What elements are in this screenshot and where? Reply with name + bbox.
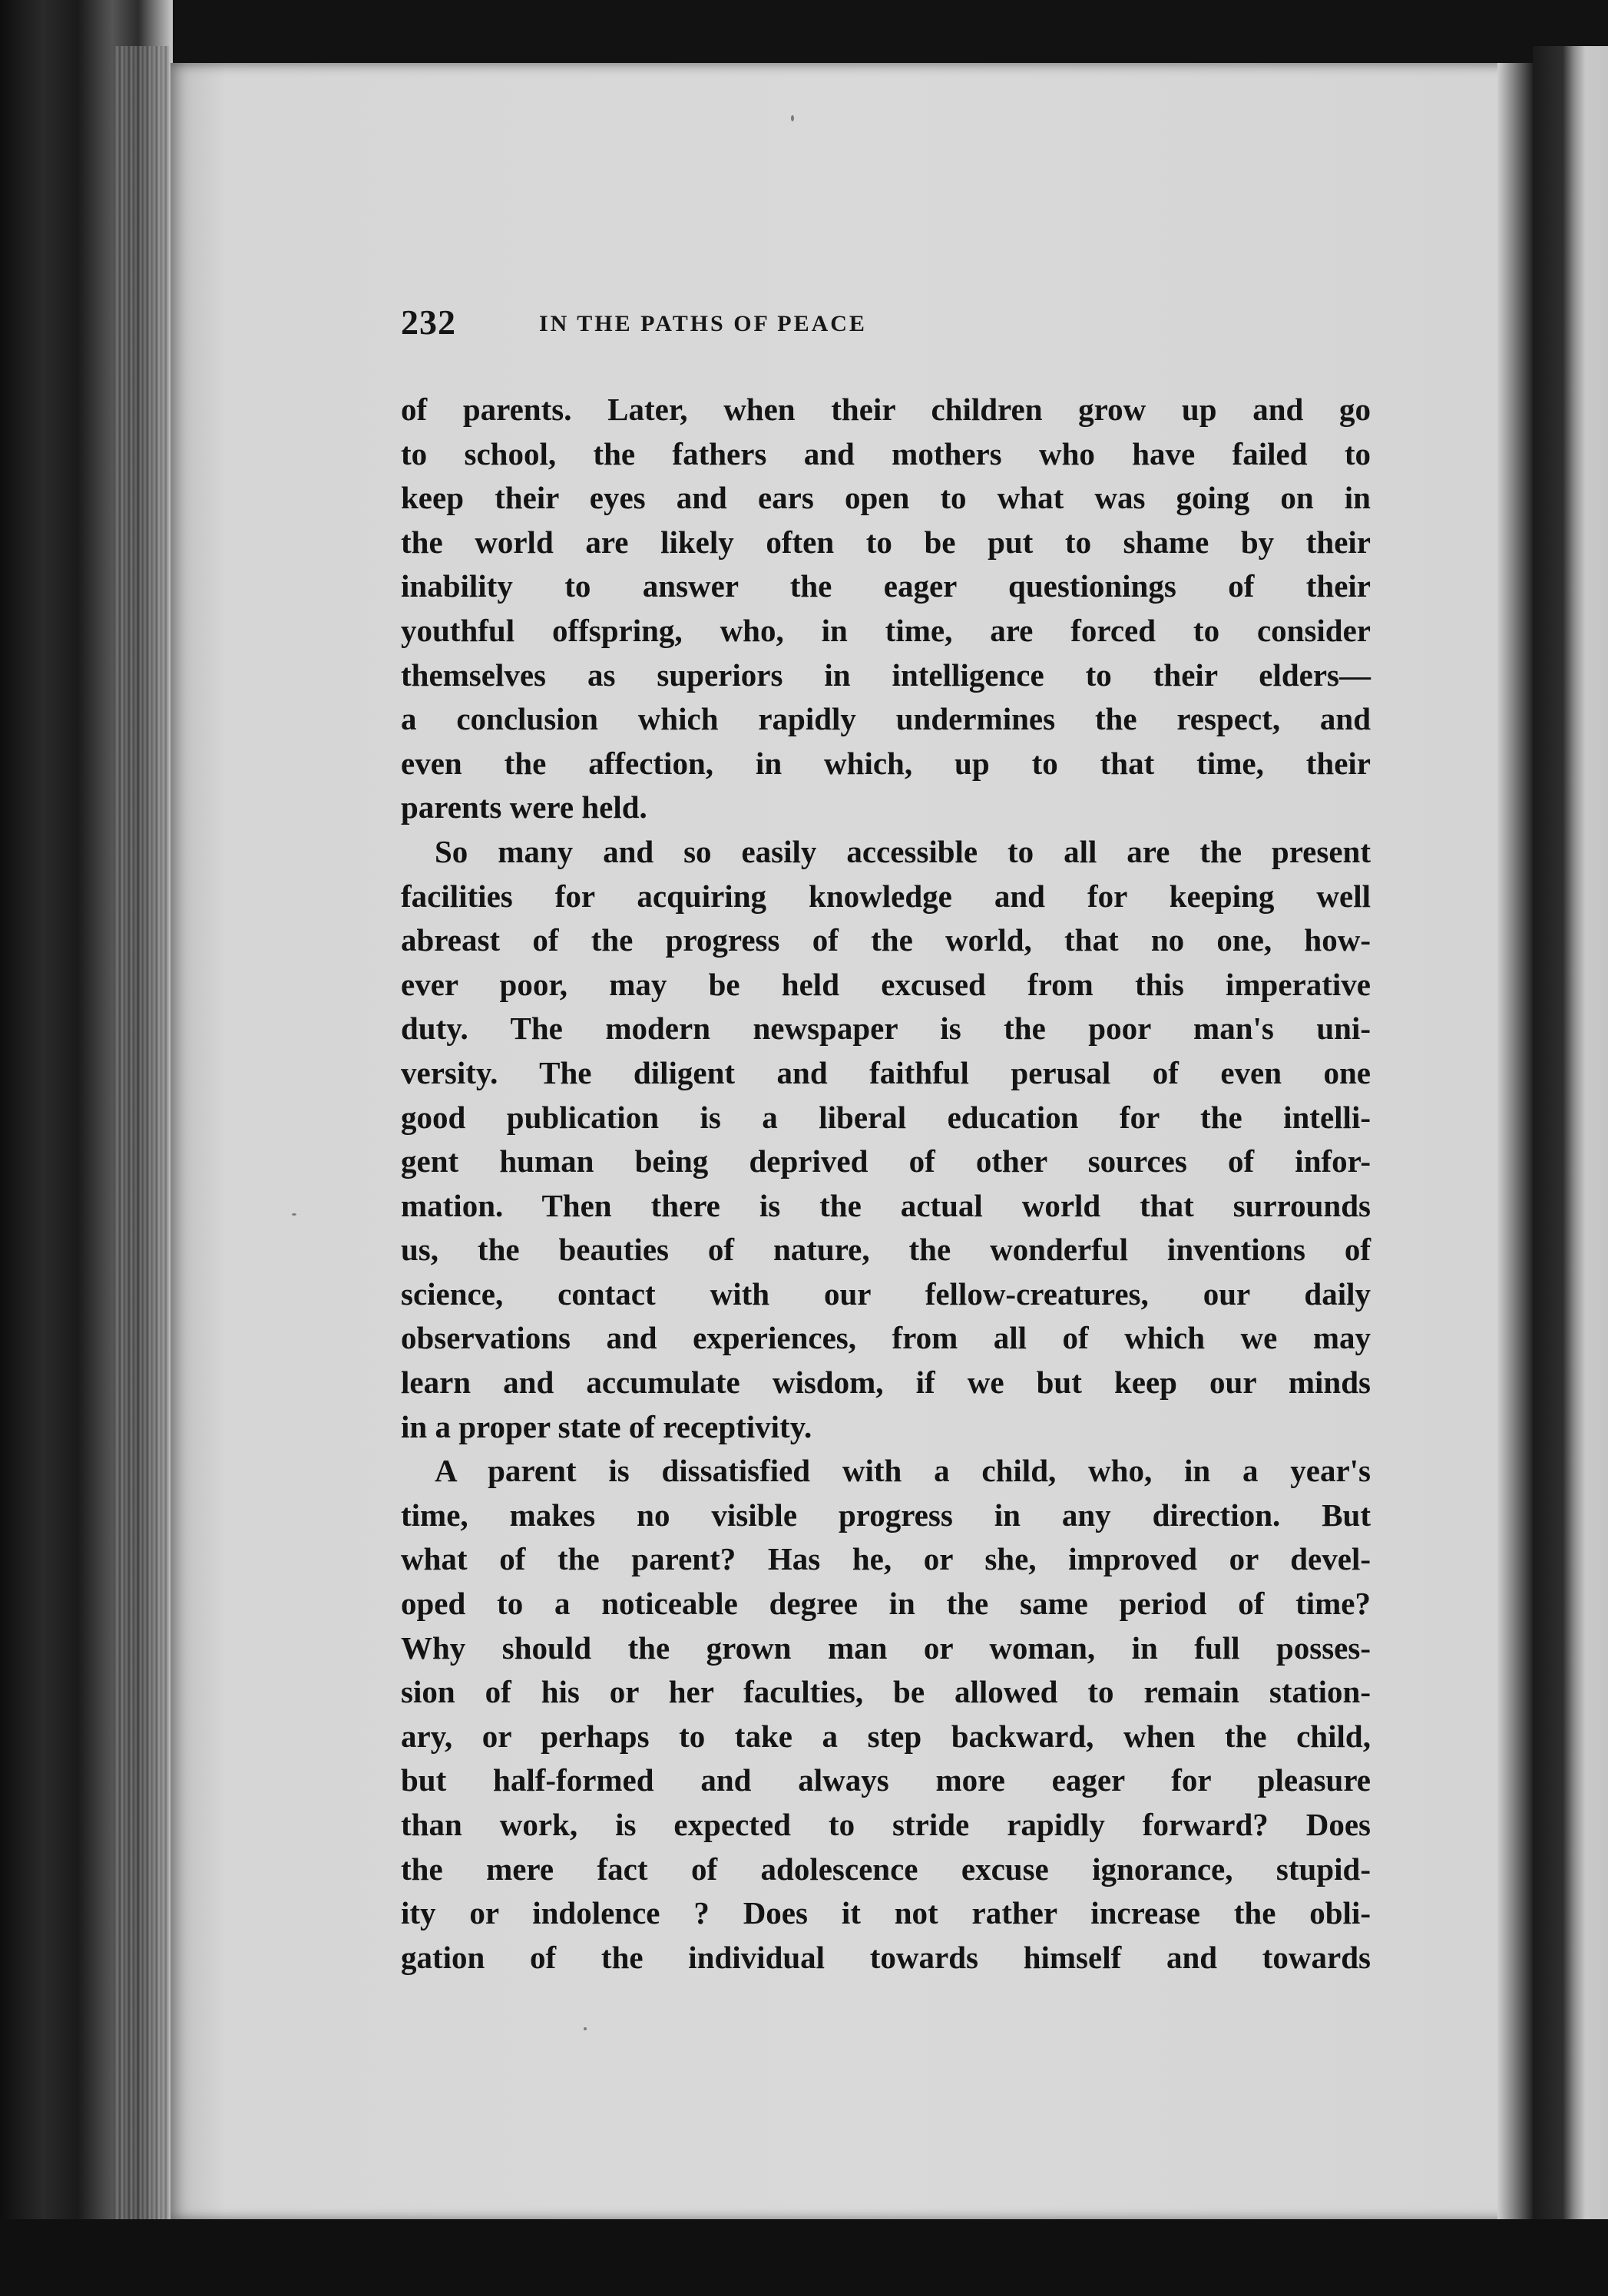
text-line: what of the parent? Has he, or she, improved or devel- <box>401 1541 1371 1577</box>
text-line: but half-formed and always more eager for pleasure <box>401 1762 1371 1798</box>
text-line: us, the beauties of nature, the wonderful inventions of <box>401 1232 1371 1268</box>
text-line: ity or indolence ? Does it not rather increase the obli- <box>401 1895 1371 1931</box>
text-line: facilities for acquiring knowledge and for keeping well <box>401 878 1371 914</box>
text-line: gent human being deprived of other sources of infor- <box>401 1143 1371 1179</box>
scan-bottom-border <box>0 2219 1608 2296</box>
text-line: of parents. Later, when their children grow up and go <box>401 392 1371 427</box>
text-line: good publication is a liberal education for the intelli- <box>401 1099 1371 1135</box>
body-text <box>401 388 1371 1980</box>
running-title: IN THE PATHS OF PEACE <box>539 311 867 336</box>
text-line: even the affection, in which, up to that time, their <box>401 745 1371 781</box>
dust-speck <box>584 2027 587 2030</box>
text-line: than work, is expected to stride rapidly forward? Does <box>401 1807 1371 1842</box>
text-line: parents were held. <box>401 789 647 825</box>
text-line: keep their eyes and ears open to what was going on in <box>401 480 1371 516</box>
text-line: oped to a noticeable degree in the same period of time? <box>401 1586 1371 1622</box>
text-line: to school, the fathers and mothers who have failed to <box>401 435 1371 471</box>
text-line: ever poor, may be held excused from this imperative <box>401 966 1371 1002</box>
text-line: versity. The diligent and faithful perusal of even one <box>401 1054 1371 1090</box>
page-number: 232 <box>401 303 456 342</box>
text-line: inability to answer the eager questionings of their <box>401 568 1371 604</box>
text-line: Why should the grown man or woman, in full posses- <box>401 1629 1371 1666</box>
text-line: So many and so easily accessible to all are the present <box>435 833 1371 869</box>
text-line: the mere fact of adolescence excuse ignorance, stupid- <box>401 1851 1371 1887</box>
text-line: A parent is dissatisfied with a child, who, in a year's <box>435 1453 1371 1489</box>
text-line: science, contact with our fellow-creatures, our daily <box>401 1275 1371 1312</box>
text-line: sion of his or her faculties, be allowed to remain station- <box>401 1674 1371 1710</box>
text-line: youthful offspring, who, in time, are forced to consider <box>401 612 1371 648</box>
dust-speck <box>791 115 794 121</box>
text-line: gation of the individual towards himself and towards <box>401 1939 1371 1975</box>
page-gutter <box>1497 63 1533 2221</box>
text-line: ary, or perhaps to take a step backward, when the child, <box>401 1718 1371 1754</box>
text-line: duty. The modern newspaper is the poor man's uni- <box>401 1011 1371 1047</box>
text-line: time, makes no visible progress in any direction. But <box>401 1497 1371 1533</box>
text-line: observations and experiences, from all of which we may <box>401 1320 1371 1356</box>
text-line: learn and accumulate wisdom, if we but keep our minds <box>401 1365 1371 1401</box>
facing-page-edge <box>1533 46 1608 2227</box>
text-line: abreast of the progress of the world, that no one, how- <box>401 922 1371 958</box>
text-line: the world are likely often to be put to shame by their <box>401 524 1371 560</box>
scan-top-border <box>0 0 1608 69</box>
page-edges-left <box>115 46 169 2242</box>
page-header <box>401 301 1371 347</box>
text-line: themselves as superiors in intelligence to their elders— <box>401 657 1371 693</box>
text-line: in a proper state of receptivity. <box>401 1408 812 1444</box>
text-line: a conclusion which rapidly undermines the respect, and <box>401 701 1371 737</box>
text-line: mation. Then there is the actual world that surrounds <box>401 1187 1371 1223</box>
dust-speck <box>292 1213 296 1216</box>
